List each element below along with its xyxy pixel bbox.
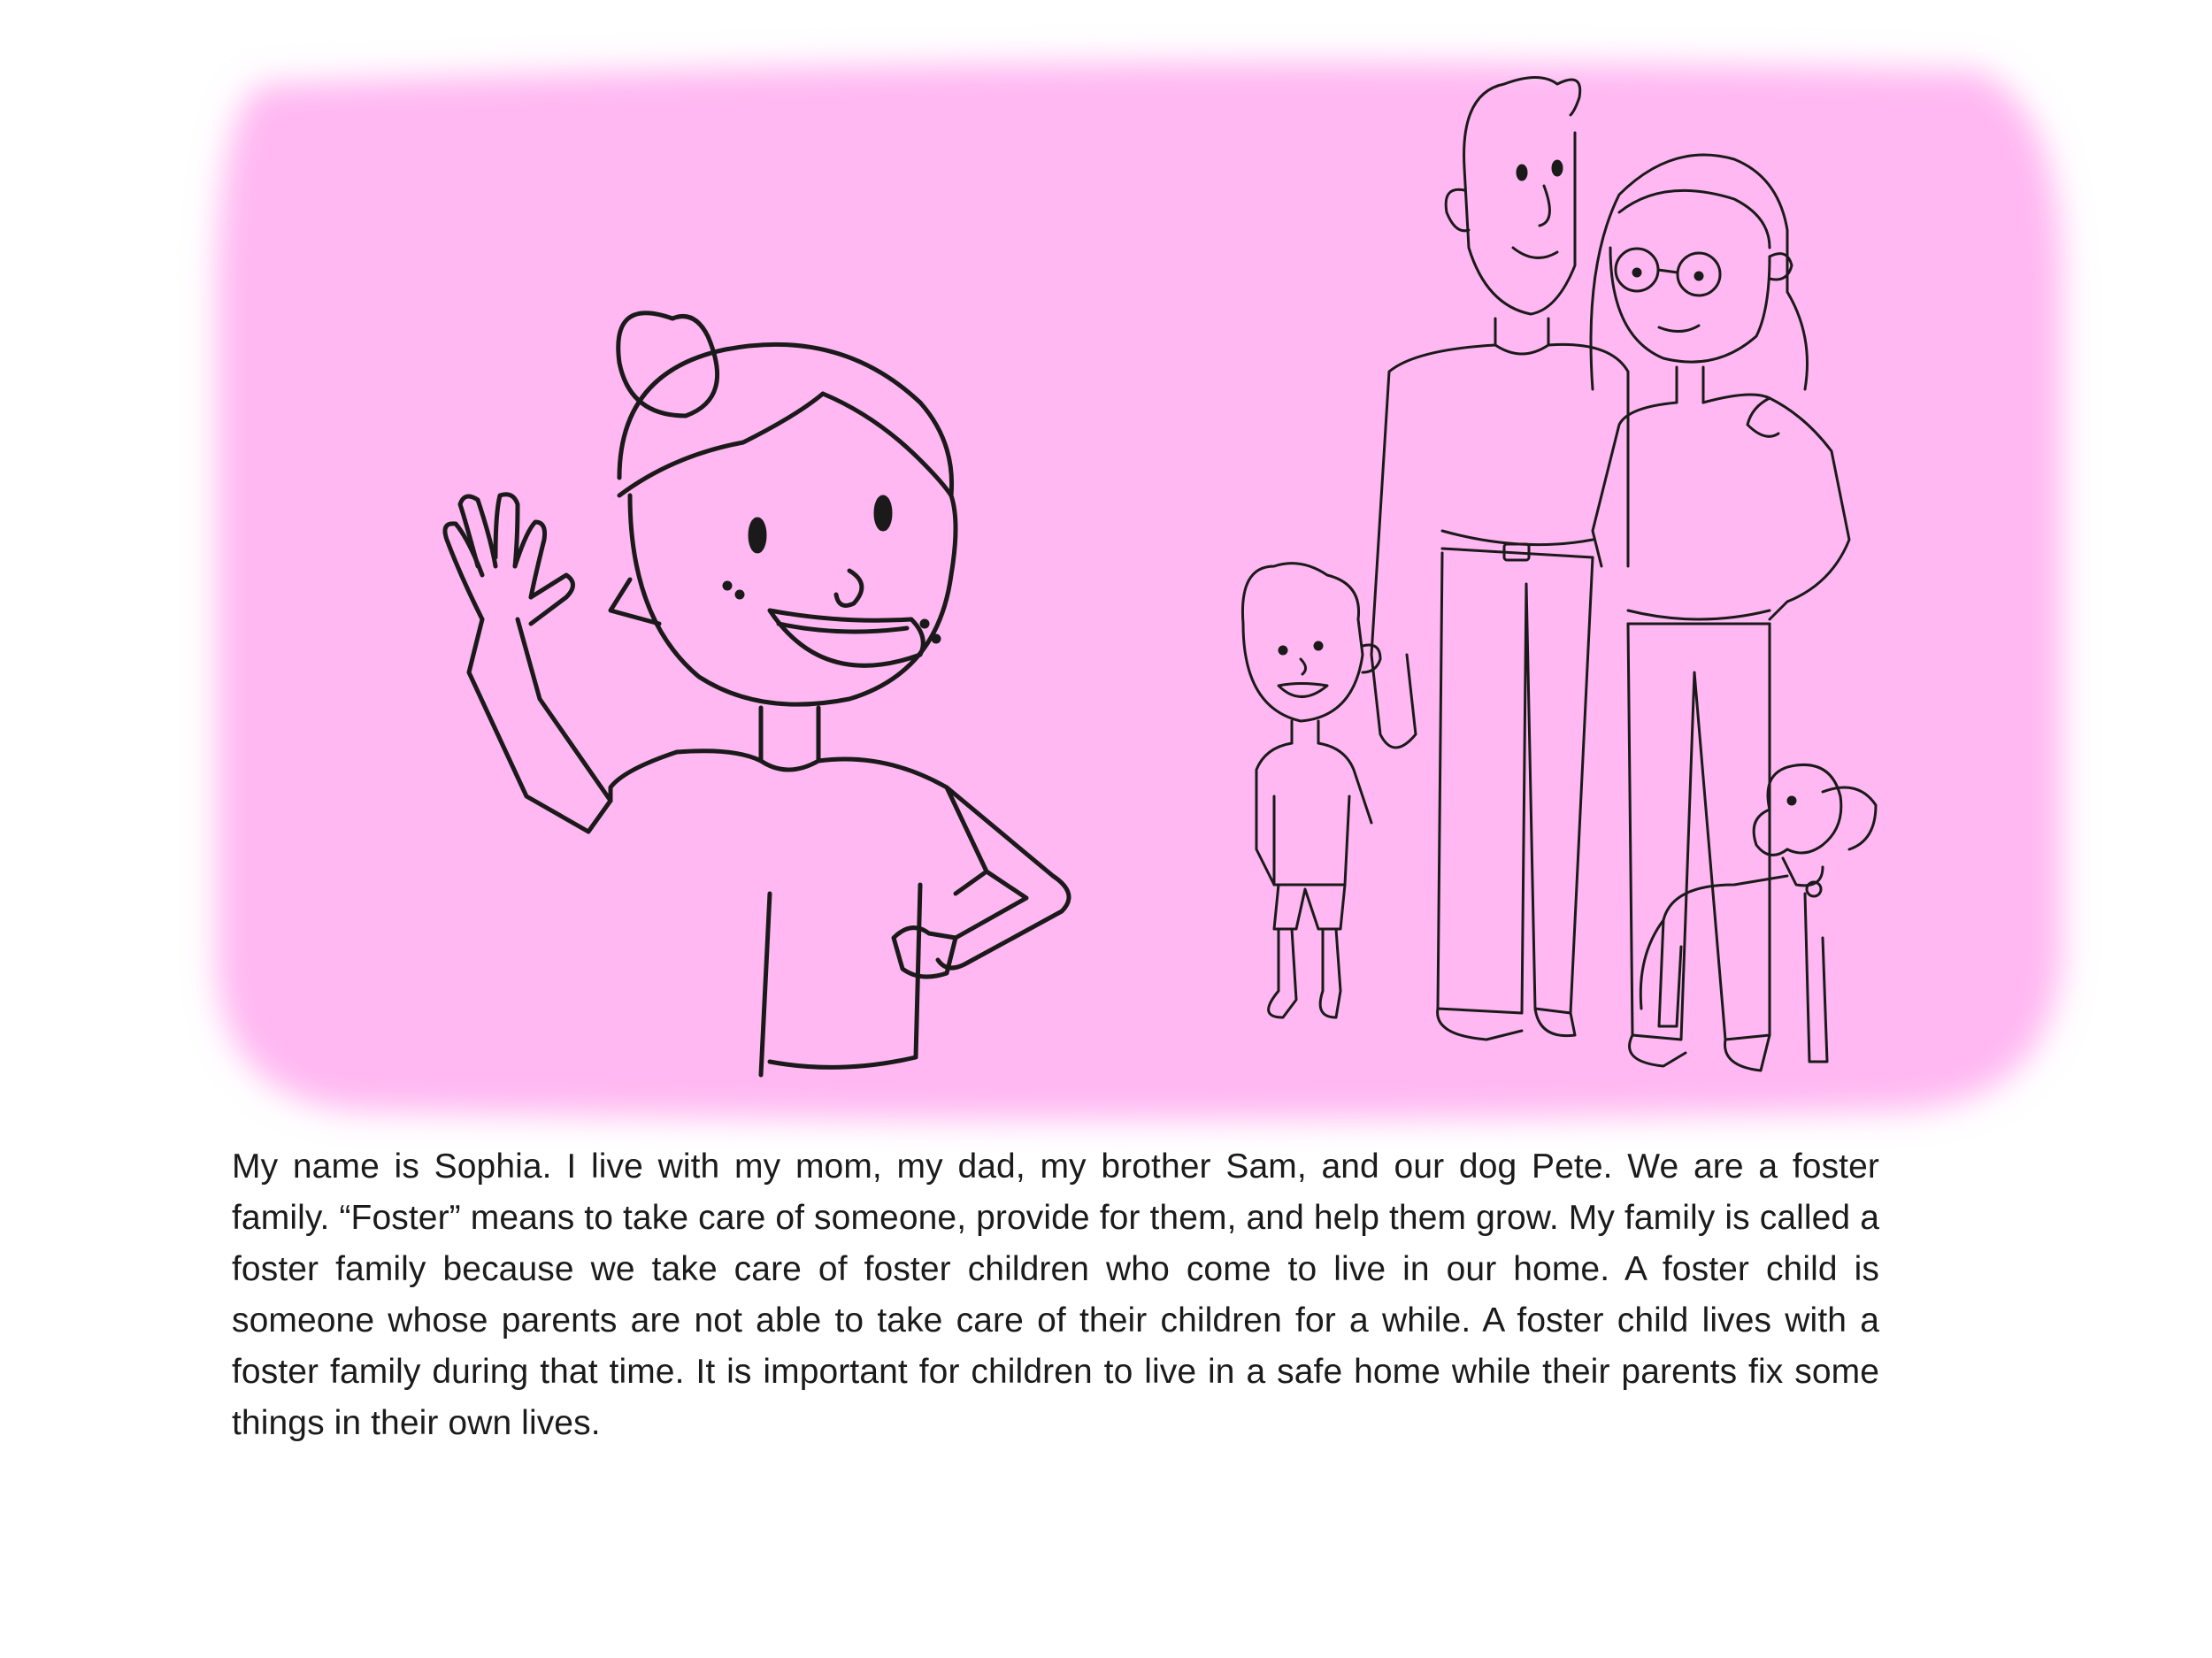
story-text: My name is Sophia. I live with my mom, my dad, my brother Sam, and our dog Pete. We are a foster family. “Foster” means to take care of someone, provide for them, and help them grow. My family is called a foster family because we take care of foster children who come to live in our home. A foster child is someone whose parents are not able to take care of their children for a while. A foster child lives with a foster family during that time. It is important for children to live in a safe home while their parents fix some things in their own lives. [232, 1148, 1879, 1442]
